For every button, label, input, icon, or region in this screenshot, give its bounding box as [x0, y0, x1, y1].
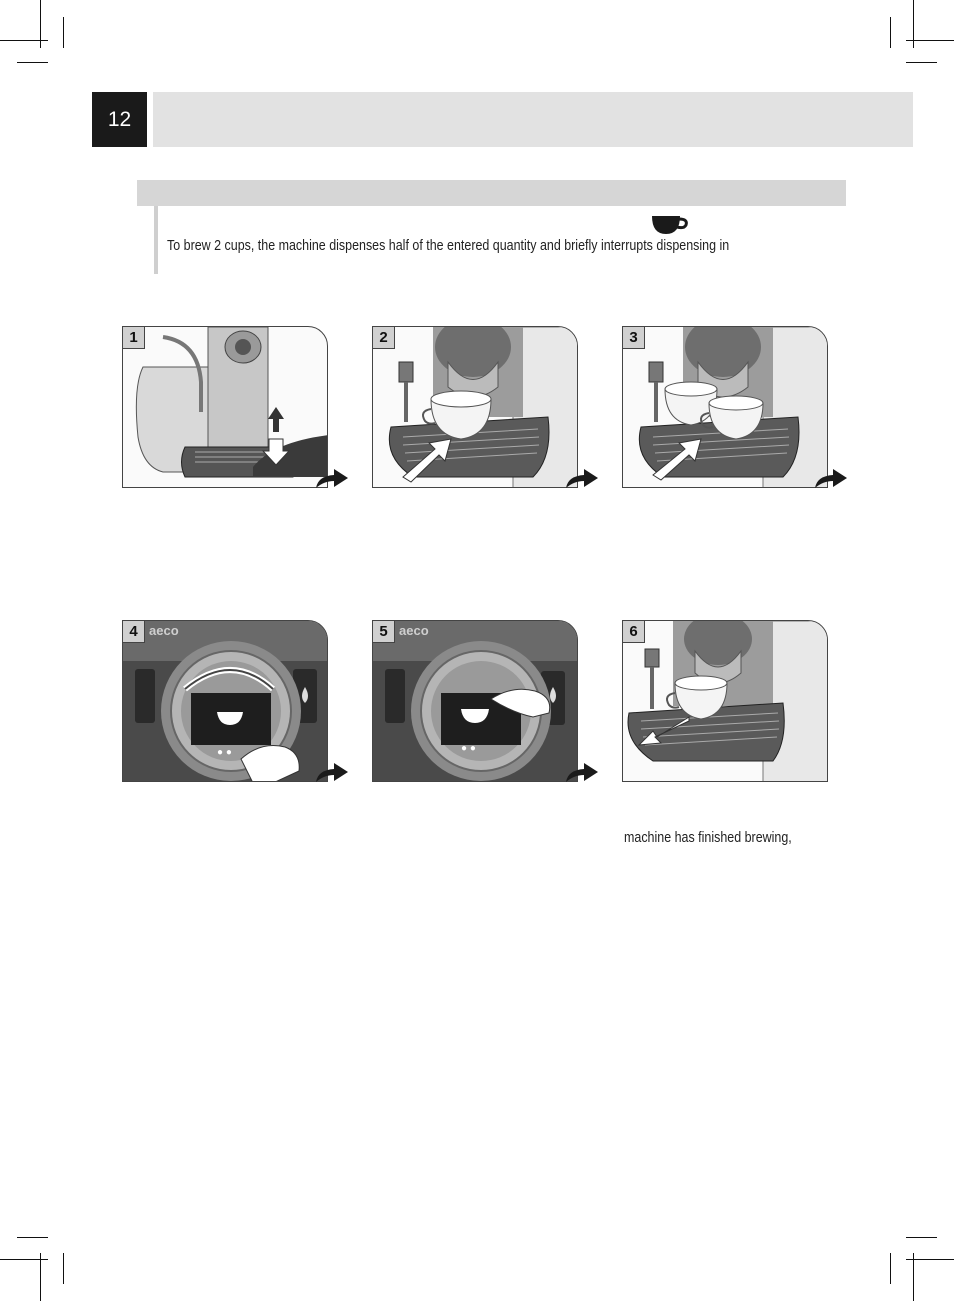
brand-logo: aeco — [399, 623, 429, 638]
section-title-bar — [137, 180, 846, 206]
header-bar — [153, 92, 913, 147]
step-6-illustration — [622, 620, 828, 782]
crop-mark — [40, 1253, 41, 1301]
svg-text:● ●: ● ● — [461, 743, 476, 754]
step-number: 4 — [123, 621, 145, 643]
svg-text:● ●: ● ● — [217, 747, 232, 758]
step-number: 1 — [123, 327, 145, 349]
step-4-illustration — [122, 620, 328, 782]
crop-mark — [63, 17, 64, 48]
curved-arrow-right-icon — [564, 466, 600, 490]
curved-arrow-right-icon — [314, 760, 350, 784]
step-number: 2 — [373, 327, 395, 349]
note-rule — [154, 206, 158, 274]
step-5-illustration — [372, 620, 578, 782]
brand-logo: aeco — [149, 623, 179, 638]
step-3-illustration — [622, 326, 828, 488]
crop-mark — [40, 0, 41, 48]
crop-mark — [906, 62, 937, 63]
step-number: 6 — [623, 621, 645, 643]
crop-mark — [913, 1253, 914, 1301]
coffee-cup-icon — [650, 212, 690, 236]
crop-mark — [890, 17, 891, 48]
curved-arrow-right-icon — [813, 466, 849, 490]
curved-arrow-right-icon — [314, 466, 350, 490]
crop-mark — [890, 1253, 891, 1284]
step-2-illustration — [372, 326, 578, 488]
note-text: To brew 2 cups, the machine dispenses half of the entered quantity and briefly interrupts dispensing in — [167, 238, 730, 254]
crop-mark — [17, 62, 48, 63]
step-number: 3 — [623, 327, 645, 349]
crop-mark — [17, 1237, 48, 1238]
step-1-illustration — [122, 326, 328, 488]
curved-arrow-right-icon — [564, 760, 600, 784]
step-6-caption: machine has finished brewing, — [624, 830, 792, 846]
crop-mark — [913, 0, 914, 48]
step-number: 5 — [373, 621, 395, 643]
page-number: 12 — [92, 92, 147, 147]
crop-mark — [63, 1253, 64, 1284]
crop-mark — [906, 1237, 937, 1238]
